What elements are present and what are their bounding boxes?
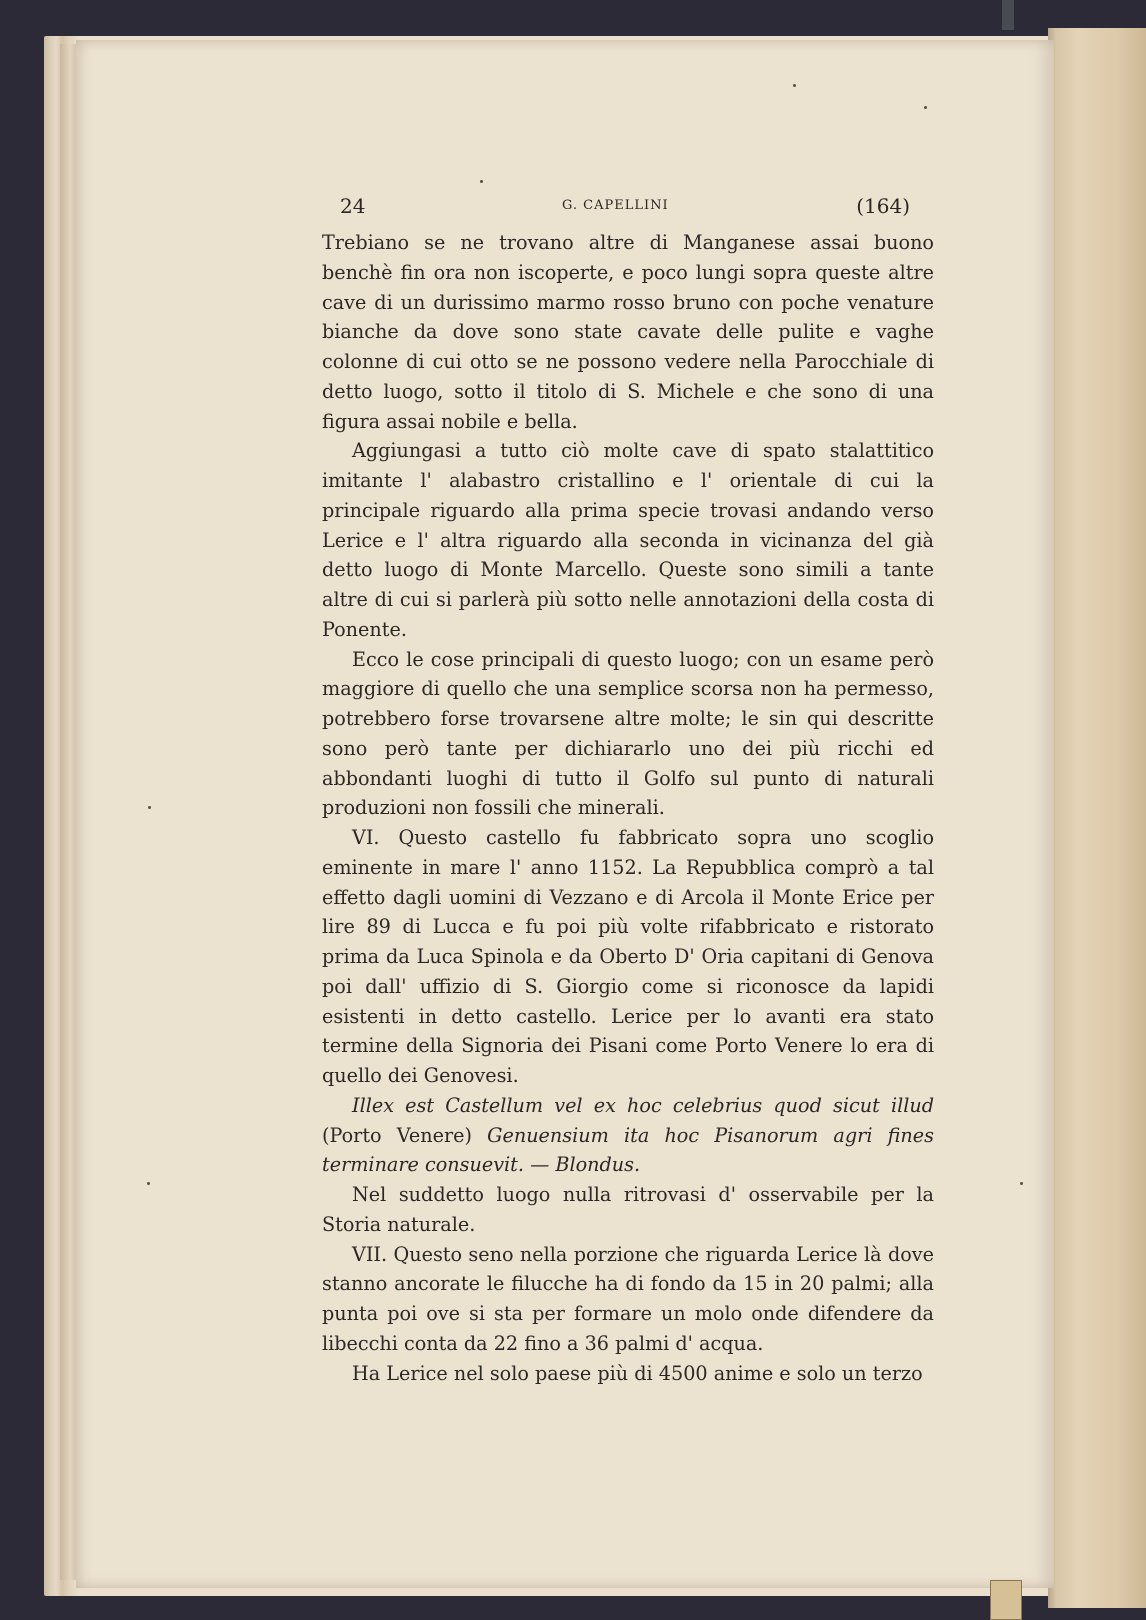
quote-part: Genuensium ita hoc Pisanorum agri fines terminare consuevit. — Blondus. (322, 1123, 934, 1177)
latin-quotation (322, 1091, 934, 1180)
paper-speck (147, 1182, 150, 1185)
running-head-author: G. CAPELLINI (562, 198, 669, 213)
facing-page-edge (1048, 28, 1146, 1608)
paragraph: Aggiungasi a tutto ciò molte cave di spato stalattitico imitante l' alabastro cristallino e l' orientale di cui la principale riguardo alla prima specie trovasi andando verso Lerice e l' altra riguardo alla seconda in vicinanza del già detto luogo di Monte Marcello. Queste sono simili a tante altre di cui si parlerà più sotto nelle annotazioni della costa di Ponente. (322, 439, 934, 641)
paragraph: Nel suddetto luogo nulla ritrovasi d' osservabile per la Storia naturale. (322, 1183, 934, 1236)
page-number: 24 (340, 194, 366, 218)
body-text (322, 228, 934, 1388)
paper-speck (1020, 1182, 1023, 1185)
paragraph: VI. Questo castello fu fabbricato sopra uno scoglio eminente in mare l' anno 1152. La Repubblica comprò a tal effetto dagli uomini di Vezzano e di Arcola il Monte Erice per lire 89 di Lucca e fu poi più volte rifabbricato e ristorato prima da Luca Spinola e da Oberto D' Oria capitani di Genova poi dall' uffizio di S. Giorgio come si riconosce da lapidi esistenti in detto castello. Lerice per lo avanti era stato termine della Signoria dei Pisani come Porto Venere lo era di quello dei Genovesi. (322, 826, 934, 1087)
paragraph: Ecco le cose principali di questo luogo; con un esame però maggiore di quello che una semplice scorsa non ha permesso, potrebbero forse trovarsene altre molte; le sin qui descritte sono però tante per dichiararlo uno dei più ricchi ed abbondanti luoghi di tutto il Golfo sul punto di naturali produzioni non fossili che minerali. (322, 647, 934, 820)
paper-speck (793, 84, 796, 87)
paragraph: VII. Questo seno nella porzione che riguarda Lerice là dove stanno ancorate le filucche ha di fondo da 15 in 20 palmi; alla punta poi ove si sta per formare un molo onde difendere da libecchi conta da 22 fino a 36 palmi d' acqua. (322, 1242, 934, 1355)
paragraph: Trebiano se ne trovano altre di Manganese assai buono benchè fin ora non iscoperte, e poco lungi sopra queste altre cave di un durissimo marmo rosso bruno con poche venature bianche da dove sono state cavate delle pulite e vaghe colonne di cui otto se ne possono vedere nella Parocchiale di detto luogo, sotto il titolo di S. Michele e che sono di una figura assai nobile e bella. (322, 231, 934, 433)
paragraph: Ha Lerice nel solo paese più di 4500 anime e solo un terzo (352, 1361, 923, 1385)
quote-parenthetical: (Porto Venere) (322, 1123, 472, 1147)
page-tab (990, 1580, 1022, 1620)
quote-part: Illex est Castellum vel ex hoc celebrius quod sicut illud (352, 1093, 934, 1117)
bookmark-ribbon (1002, 0, 1014, 30)
paper-speck (924, 106, 927, 109)
paper-speck (480, 180, 483, 183)
running-head (330, 190, 910, 220)
original-page-number: (164) (856, 194, 910, 218)
paper-speck (148, 806, 151, 809)
